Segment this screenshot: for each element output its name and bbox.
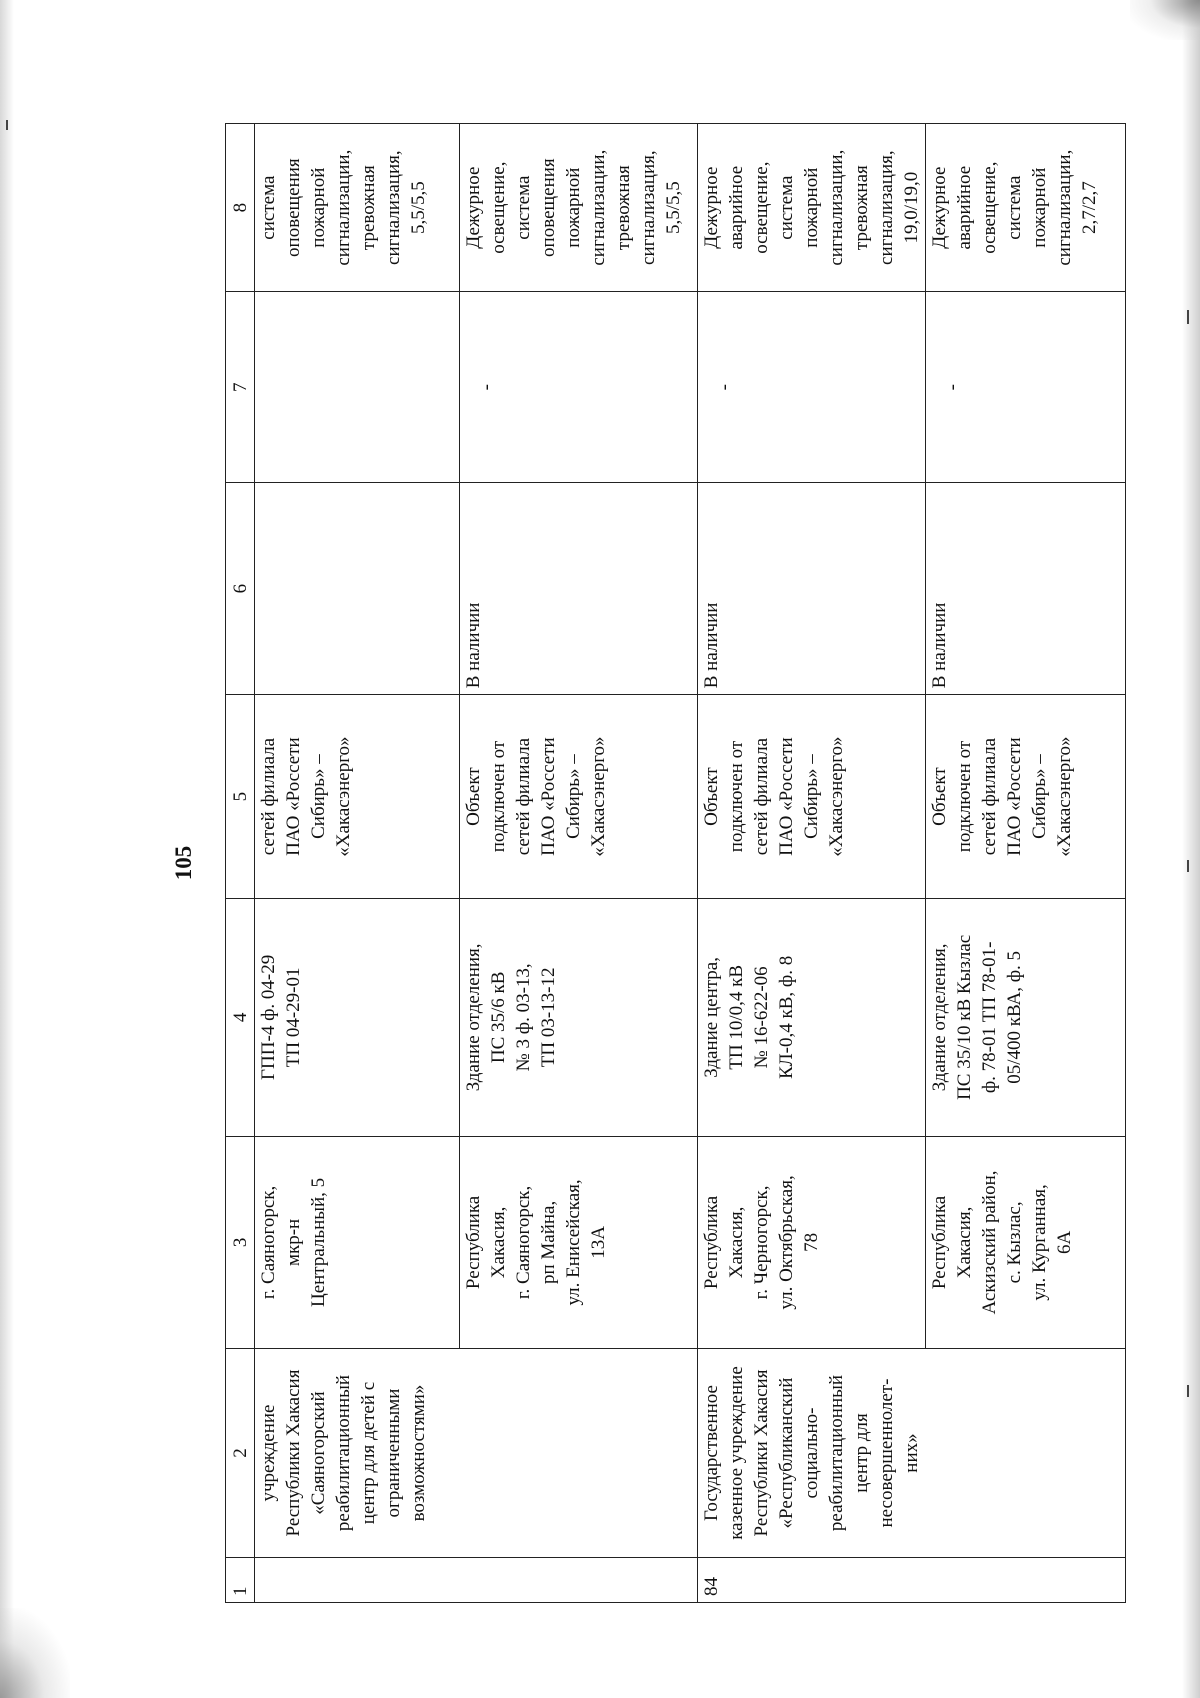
connection-cell: Объект подключен от сетей филиала ПАО «Россети Сибирь» – «Хакасэнерго» <box>926 695 1126 899</box>
connection-cell: Объект подключен от сетей филиала ПАО «Россети Сибирь» – «Хакасэнерго» <box>698 695 926 899</box>
table-row <box>255 124 460 1603</box>
address-cell: Республика Хакасия, Аскизский район, с. Кызлас, ул. Курганная, 6А <box>926 1136 1126 1348</box>
table-header-row <box>226 124 255 1603</box>
scan-mark <box>1187 1385 1189 1397</box>
reserve-cell <box>255 292 460 483</box>
column-header: 6 <box>226 483 255 695</box>
scan-mark <box>1187 310 1189 324</box>
scan-edge-shadow <box>0 0 14 1698</box>
availability-cell: В наличии <box>926 483 1126 695</box>
data-table <box>225 123 1126 1603</box>
address-cell: Республика Хакасия, г. Саяногорск, рп Майна, ул. Енисейская, 13А <box>460 1136 698 1348</box>
column-header: 2 <box>226 1349 255 1558</box>
column-header: 4 <box>226 898 255 1136</box>
consumers-cell: Дежурное аварийное освещение, система пожарной сигнализации, тревожная сигнализация, 19,0/19,0 <box>698 124 926 292</box>
rotated-document <box>170 123 1125 1603</box>
page-number: 105 <box>171 845 196 881</box>
row-number-cell <box>255 1558 698 1603</box>
availability-cell: В наличии <box>698 483 926 695</box>
consumers-cell: Дежурное аварийное освещение, система пожарной сигнализации, 2,7/2,7 <box>926 124 1126 292</box>
address-cell: Республика Хакасия, г. Черногорск, ул. Октябрьская, 78 <box>698 1136 926 1348</box>
connection-cell: Объект подключен от сетей филиала ПАО «Россети Сибирь» – «Хакасэнерго» <box>460 695 698 899</box>
column-header: 5 <box>226 695 255 899</box>
reserve-cell: - <box>926 292 1126 483</box>
organization-cell: Государственное казенное учреждение Республики Хакасия «Республиканский социально- реабилитационный центр для несовершеннолет- них» <box>698 1349 1126 1558</box>
scan-corner-smudge <box>1130 0 1200 40</box>
reserve-cell: - <box>460 292 698 483</box>
column-header: 3 <box>226 1136 255 1348</box>
column-header: 1 <box>226 1558 255 1603</box>
supply-point-cell: Здание отделения, ПС 35/6 кВ № 3 ф. 03-13, ТП 03-13-12 <box>460 898 698 1136</box>
row-number-cell: 84 <box>698 1558 1126 1603</box>
organization-cell: учреждение Республики Хакасия «Саяногорский реабилитационный центр для детей с ограниченными возможностями» <box>255 1349 698 1558</box>
consumers-cell: система оповещения пожарной сигнализации, тревожная сигнализация, 5,5/5,5 <box>255 124 460 292</box>
availability-cell <box>255 483 460 695</box>
column-header: 8 <box>226 124 255 292</box>
scan-mark <box>1187 860 1189 872</box>
scan-edge-shadow <box>1182 0 1200 1698</box>
column-header: 7 <box>226 292 255 483</box>
consumers-cell: Дежурное освещение, система оповещения пожарной сигнализации, тревожная сигнализация, 5,5/5,5 <box>460 124 698 292</box>
availability-cell: В наличии <box>460 483 698 695</box>
scan-corner-smudge <box>0 1608 70 1698</box>
supply-point-cell: ГПП-4 ф. 04-29 ТП 04-29-01 <box>255 898 460 1136</box>
supply-point-cell: Здание центра, ТП 10/0,4 кВ № 16-622-06 КЛ-0,4 кВ, ф. 8 <box>698 898 926 1136</box>
scan-mark <box>6 120 8 130</box>
address-cell: г. Саяногорск, мкр-н Центральный, 5 <box>255 1136 460 1348</box>
connection-cell: сетей филиала ПАО «Россети Сибирь» – «Хакасэнерго» <box>255 695 460 899</box>
reserve-cell: - <box>698 292 926 483</box>
table-row <box>698 124 926 1603</box>
supply-point-cell: Здание отделения, ПС 35/10 кВ Кызлас ф. 78-01 ТП 78-01- 05/400 кВА, ф. 5 <box>926 898 1126 1136</box>
